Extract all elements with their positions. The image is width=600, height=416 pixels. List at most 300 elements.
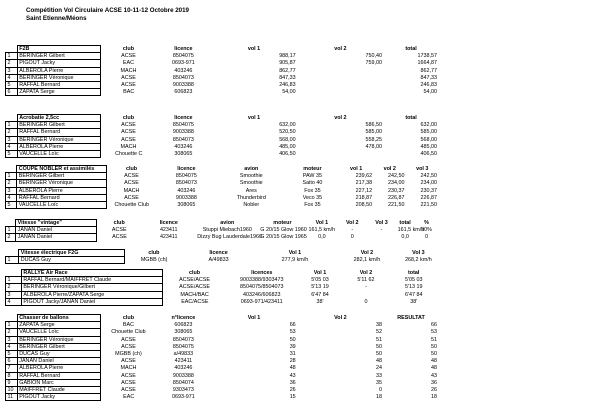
value-cell: 18 <box>431 394 437 401</box>
column-header: club <box>148 250 160 256</box>
value-cell: 606823 <box>174 89 193 96</box>
value-cell: ACSE <box>121 82 136 89</box>
column-header: licence <box>174 46 193 52</box>
rank-cell: 1 <box>6 257 19 264</box>
header-blank-cell <box>6 46 18 53</box>
value-cell: 9003388/9303473 <box>239 277 284 284</box>
value-cell: Chouette Club <box>114 202 149 209</box>
rank-cell: 1 <box>6 53 18 60</box>
value-cell <box>297 82 383 89</box>
column-header: Vol 3 <box>412 250 425 256</box>
value-cell: 0693-971 <box>172 60 195 67</box>
value-cell: 51 <box>376 336 383 343</box>
value-cell: 50 <box>431 343 437 350</box>
value-cell: ACSE <box>121 372 136 379</box>
value-cell: 246,83 <box>420 82 437 89</box>
competitor-cell: ZAPATA Serge <box>17 89 101 96</box>
value-cell: 403246 <box>174 143 193 150</box>
value-cell: 8504075/8504073 <box>239 284 284 291</box>
rank-cell: 4 <box>6 194 17 201</box>
column-header: total <box>399 220 411 226</box>
competitor-cell: RAFFAL Bernard <box>17 194 107 201</box>
value-cell: 6'47 84 <box>404 291 423 298</box>
value-cell: 54,00 <box>423 89 437 96</box>
value-cell: 0693-971/423411 <box>240 298 283 305</box>
value-cell: 0 <box>350 234 354 241</box>
table-row <box>6 82 439 89</box>
value-cell: 230,37 <box>388 187 405 194</box>
value-cell: Chouette C <box>115 151 143 158</box>
table-row <box>6 202 439 209</box>
value-cell: a/49833 <box>173 351 194 358</box>
column-header: club <box>122 315 134 321</box>
value-cell: 558,25 <box>365 136 383 143</box>
table-header-row <box>6 46 439 53</box>
value-cell: 48 <box>431 365 437 372</box>
results-table-ballons <box>5 314 439 401</box>
value-cell: ACSE/ACSE <box>179 277 210 284</box>
column-header: licences <box>251 270 273 276</box>
value-cell: - <box>351 227 354 234</box>
competitor-cell: BERINGER Véronique <box>17 180 107 187</box>
value-cell: 24 <box>376 365 383 372</box>
competitor-cell: BERINGER Gilbert <box>17 53 101 60</box>
value-cell: 38' <box>410 298 418 305</box>
competitor-cell: ZAPATA Serge <box>17 322 101 329</box>
column-header: licence <box>209 250 228 256</box>
value-cell: 0,0 <box>401 234 409 241</box>
value-cell: ACSE <box>121 358 136 365</box>
rank-cell: 5 <box>6 151 18 158</box>
competitor-cell: BERINGER Véronique <box>17 136 101 143</box>
value-cell: - <box>380 227 383 234</box>
value-cell: ACSE <box>124 194 139 201</box>
section-title: COUPE NOBLER et assimilés <box>17 166 107 173</box>
competitor-cell: ALBEROLA Pierre <box>17 143 101 150</box>
column-header: licence <box>177 166 196 172</box>
value-cell: 15 <box>289 394 296 401</box>
results-table-rallye <box>5 269 439 306</box>
value-cell: 8504073 <box>172 136 194 143</box>
value-cell: A/49833 <box>208 257 229 264</box>
value-cell: 208,50 <box>355 202 373 209</box>
table-row <box>6 394 439 401</box>
table-row <box>6 343 439 350</box>
value-cell: 221,50 <box>420 202 437 209</box>
value-cell: 226,87 <box>420 194 437 201</box>
value-cell: ACSE <box>121 343 136 350</box>
value-cell: 585,00 <box>420 129 437 136</box>
rank-cell: 5 <box>6 351 18 358</box>
column-header: % <box>424 220 429 226</box>
competitor-cell: VAUCELLE Loïc <box>17 151 101 158</box>
table-row <box>6 372 439 379</box>
value-cell: 862,77 <box>420 67 437 74</box>
value-cell: 38 <box>376 322 383 329</box>
table-row <box>6 358 439 365</box>
competitor-cell: RAFFAL Bernard <box>17 372 101 379</box>
competitor-cell: RAFFAL Bernard <box>17 82 101 89</box>
column-header: avion <box>244 166 259 172</box>
rank-cell: 7 <box>6 365 18 372</box>
table-row <box>6 143 439 150</box>
table-row <box>6 74 439 81</box>
value-cell: 568,00 <box>279 136 296 143</box>
value-cell: 0 <box>425 234 429 241</box>
value-cell: MACH/BAC <box>180 291 209 298</box>
table-row <box>6 257 440 264</box>
value-cell <box>343 291 389 298</box>
value-cell: BAC <box>122 322 134 329</box>
column-header: vol 1 <box>247 46 261 52</box>
table-header-row <box>6 270 439 277</box>
competitor-cell: BERINGER Gilbert <box>17 343 101 350</box>
competitor-cell: ALBEROLA Pierre <box>17 67 101 74</box>
rank-cell: 2 <box>6 234 16 241</box>
value-cell: 282,1 km/h <box>353 257 381 264</box>
value-cell: 53 <box>431 329 437 336</box>
value-cell: 403246 <box>174 365 193 372</box>
table-row <box>6 277 439 284</box>
value-cell: 1664,87 <box>417 60 437 67</box>
section-title: Acrobatie 2,5cc <box>17 115 101 122</box>
value-cell: 66 <box>289 322 296 329</box>
rank-cell: 4 <box>6 298 22 305</box>
value-cell: Thunderbird <box>236 194 266 201</box>
section-title: Vitesse électrique F2G <box>19 250 125 257</box>
value-cell: 234,00 <box>420 180 437 187</box>
table-row <box>6 180 439 187</box>
value-cell: 632,00 <box>279 122 296 129</box>
rank-cell: 1 <box>6 322 18 329</box>
value-cell: EAC <box>123 394 135 401</box>
competitor-cell: MAIFFRET Claude <box>17 387 101 394</box>
column-header: club <box>122 46 134 52</box>
value-cell: 277,9 km/h <box>281 257 309 264</box>
column-header: RESULTAT <box>397 315 425 321</box>
value-cell: 90% <box>421 227 432 234</box>
section-title: F2B <box>17 46 101 53</box>
competitor-cell: JANAN Daniel <box>17 358 101 365</box>
rank-cell: 3 <box>6 187 17 194</box>
table-row <box>6 336 439 343</box>
value-cell: 406,50 <box>420 151 437 158</box>
value-cell: 862,77 <box>279 67 296 74</box>
value-cell: 48 <box>289 365 296 372</box>
value-cell: 48 <box>376 358 383 365</box>
value-cell: 9003388 <box>172 82 194 89</box>
value-cell: 50 <box>431 351 437 358</box>
section-title: RALLYE Air Race <box>21 270 162 277</box>
table-row <box>6 379 439 386</box>
competitor-cell: BERINGER Gilbert <box>17 122 101 129</box>
rank-cell: 10 <box>6 387 18 394</box>
table-row <box>6 122 439 129</box>
value-cell: EAC/ACSE <box>181 298 209 305</box>
value-cell: 66 <box>431 322 437 329</box>
column-header: Vol 2 <box>360 250 374 256</box>
table-row <box>6 298 439 305</box>
value-cell: 218,87 <box>355 194 373 201</box>
value-cell: 9003388 <box>172 372 194 379</box>
value-cell: 485,00 <box>420 143 437 150</box>
competitor-cell: JANAN Daniel <box>16 227 97 234</box>
table-row <box>6 351 439 358</box>
results-table-f2g <box>5 249 439 264</box>
rank-cell: 2 <box>6 284 22 291</box>
value-cell <box>297 89 383 96</box>
value-cell: 50 <box>376 343 383 350</box>
value-cell <box>297 67 383 74</box>
value-cell: PAW 35 <box>302 173 323 180</box>
value-cell: ACSE <box>111 227 127 234</box>
value-cell: 52 <box>376 329 383 336</box>
table-row <box>6 234 440 241</box>
header-blank-cell <box>6 270 22 277</box>
value-cell: 308065 <box>174 151 193 158</box>
value-cell: ACSE <box>121 129 136 136</box>
competitor-cell: RAFFAL Bernard/MAIFFRET Claude <box>21 277 162 284</box>
value-cell: ACSE <box>121 53 136 60</box>
value-cell: 161,5 km/h <box>308 227 336 234</box>
competitor-cell: GABION Marc <box>17 379 101 386</box>
value-cell: Fox 35 <box>304 202 321 209</box>
rank-cell: 2 <box>6 329 18 336</box>
value-cell: 234,00 <box>388 180 405 187</box>
table-row <box>6 129 439 136</box>
column-header: Vol 3 <box>375 220 388 226</box>
value-cell: 53 <box>289 329 296 336</box>
value-cell: Veco 35 <box>302 194 323 201</box>
column-header: Vol 2 <box>345 220 359 226</box>
value-cell: MGBB (ch) <box>140 257 168 264</box>
value-cell: 39 <box>289 343 296 350</box>
table-row <box>6 89 439 96</box>
competitor-cell: BERINGER Véronique <box>17 336 101 343</box>
rank-cell: 2 <box>6 180 17 187</box>
column-header: vol 1 <box>247 115 261 121</box>
value-cell: 8504073 <box>175 180 197 187</box>
column-header: vol 2 <box>334 46 347 52</box>
value-cell: 8504075 <box>172 53 194 60</box>
column-header: Vol 2 <box>334 315 347 321</box>
section-title: Vitesse "vintage" <box>16 220 97 227</box>
results-table-acrobatie <box>5 114 439 158</box>
competitor-cell: DUCAS Guy <box>19 257 125 264</box>
value-cell: Chouette Club <box>111 329 146 336</box>
value-cell: 750,40 <box>365 53 383 60</box>
value-cell: 230,37 <box>420 187 437 194</box>
value-cell: 9303473 <box>172 387 194 394</box>
column-header: club <box>122 115 134 121</box>
value-cell: 308065 <box>174 329 193 336</box>
competitor-cell: PIGOUT Jacky <box>17 394 101 401</box>
column-header: total <box>405 115 417 121</box>
header-blank-cell <box>6 115 18 122</box>
competitor-cell: ALBEROLA Pierre <box>17 187 107 194</box>
value-cell: Dizzy Bug Lauderdale1960 <box>197 234 262 241</box>
value-cell: 36 <box>289 379 296 386</box>
column-header: Vol 2 <box>359 270 373 276</box>
value-cell: 847,33 <box>420 74 437 81</box>
value-cell: 36 <box>431 379 437 386</box>
value-cell: 403246/606823 <box>242 291 281 298</box>
value-cell <box>367 234 396 241</box>
competitor-cell: PIGOUT Jacky <box>17 60 101 67</box>
value-cell: 478,00 <box>365 143 383 150</box>
value-cell: 5'05 03 <box>311 277 329 284</box>
value-cell: ACSE <box>121 74 136 81</box>
rank-cell: 6 <box>6 358 18 365</box>
column-header: club <box>113 220 125 226</box>
value-cell: ACSE <box>124 180 139 187</box>
value-cell: ACSE <box>124 173 139 180</box>
rank-cell: 2 <box>6 60 18 67</box>
table-row <box>6 284 439 291</box>
value-cell: 8504074 <box>172 379 194 386</box>
column-header: club <box>189 270 201 276</box>
value-cell: 423411 <box>159 227 178 234</box>
header-blank-cell <box>6 220 16 227</box>
value-cell: 226,87 <box>388 194 405 201</box>
header-blank-cell <box>6 166 17 173</box>
column-header: Vol 1 <box>313 270 327 276</box>
value-cell: 217,38 <box>355 180 373 187</box>
value-cell: 1738,57 <box>417 53 437 60</box>
table-header-row <box>6 115 439 122</box>
value-cell: 988,17 <box>279 53 296 60</box>
table-header-row <box>6 315 439 322</box>
column-header: Vol 1 <box>288 250 302 256</box>
column-header: Vol 1 <box>247 315 261 321</box>
rank-cell: 4 <box>6 143 18 150</box>
competitor-cell: RAFFAL Bernard <box>17 129 101 136</box>
column-header: avion <box>220 220 235 226</box>
value-cell: 423411 <box>159 234 178 241</box>
value-cell: 5'13 19 <box>311 284 329 291</box>
value-cell: MACH <box>120 143 137 150</box>
rank-cell: 1 <box>6 122 18 129</box>
results-table-vintage <box>5 219 439 242</box>
rank-cell: 4 <box>6 343 18 350</box>
competitor-cell: VAUCELLE Loïc <box>17 329 101 336</box>
value-cell: 9003388 <box>175 194 197 201</box>
table-header-row <box>6 220 440 227</box>
table-header-row <box>6 166 439 173</box>
value-cell: 485,00 <box>279 143 296 150</box>
table-row <box>6 291 439 298</box>
column-header: vol 2 <box>383 166 396 172</box>
value-cell: 9003388 <box>172 129 194 136</box>
value-cell: 8504075 <box>172 343 194 350</box>
value-cell: 0 <box>364 298 368 305</box>
value-cell: 308065 <box>177 202 196 209</box>
value-cell: 239,62 <box>355 173 373 180</box>
rank-cell: 8 <box>6 372 18 379</box>
table-row <box>6 187 439 194</box>
value-cell: 568,00 <box>420 136 437 143</box>
value-cell: 403246 <box>174 67 193 74</box>
value-cell: 268,2 km/h <box>405 257 432 264</box>
rank-cell: 5 <box>6 202 17 209</box>
page-title: Compétition Vol Circulaire ACSE 10-11-12 Octobre 2019 <box>26 7 189 14</box>
value-cell: 0,0 <box>318 234 326 241</box>
table-row <box>6 173 439 180</box>
column-header: Vol 1 <box>315 220 329 226</box>
value-cell: 227,12 <box>355 187 373 194</box>
competitor-cell: PIGOUT Jacky/JANAN Daniel <box>21 298 162 305</box>
table-row <box>6 322 439 329</box>
value-cell: 847,33 <box>279 74 296 81</box>
value-cell: 423411 <box>174 358 193 365</box>
value-cell: MGBB (ch) <box>115 351 142 358</box>
rank-cell: 11 <box>6 394 18 401</box>
value-cell: ACSE <box>121 387 136 394</box>
header-blank-cell <box>6 315 18 322</box>
value-cell: 0 <box>379 387 383 394</box>
column-header: n°licence <box>171 315 196 321</box>
rank-cell: 1 <box>6 227 16 234</box>
competitor-cell: DUCAS Guy <box>17 351 101 358</box>
column-header: vol 3 <box>416 166 429 172</box>
rank-cell: 1 <box>6 277 22 284</box>
value-cell: ACSE/ACSE <box>179 284 210 291</box>
value-cell: 246,83 <box>279 82 296 89</box>
column-header: licence <box>159 220 178 226</box>
value-cell: MACH <box>120 67 137 74</box>
competitor-cell: BERINGER Gilbert <box>17 173 107 180</box>
value-cell: 43 <box>289 372 296 379</box>
table-row <box>6 53 439 60</box>
rank-cell: 9 <box>6 379 18 386</box>
column-header: moteur <box>303 166 322 172</box>
value-cell: 33 <box>376 372 383 379</box>
value-cell: 43 <box>431 372 437 379</box>
column-header: vol 2 <box>334 115 347 121</box>
column-header: licence <box>174 115 193 121</box>
value-cell: Nobler <box>243 202 260 209</box>
value-cell: 606823 <box>174 322 193 329</box>
header-blank-cell <box>6 250 19 257</box>
value-cell: 48 <box>431 358 437 365</box>
competitor-cell: BERINGER Véronique <box>17 74 101 81</box>
value-cell: 5'05 03 <box>404 277 423 284</box>
column-header: moteur <box>273 220 292 226</box>
rank-cell: 3 <box>6 136 18 143</box>
rank-cell: 4 <box>6 74 18 81</box>
table-row <box>6 136 439 143</box>
column-header: total <box>408 270 420 276</box>
value-cell: MACH <box>123 187 140 194</box>
table-row <box>6 365 439 372</box>
value-cell: Fox 35 <box>304 187 321 194</box>
value-cell: ACSE <box>121 379 136 386</box>
table-row <box>6 227 440 234</box>
value-cell: MACH <box>120 365 137 372</box>
value-cell: 403246 <box>177 187 196 194</box>
value-cell: 242,50 <box>420 173 437 180</box>
value-cell: 5'11 62 <box>357 277 375 284</box>
competitor-cell: ALBEROLA Pierre/ZAPATA Serge <box>21 291 162 298</box>
value-cell: 51 <box>431 336 437 343</box>
value-cell: 50 <box>376 351 383 358</box>
value-cell <box>297 151 383 158</box>
value-cell: Smoothie <box>239 173 263 180</box>
value-cell: 221,50 <box>388 202 405 209</box>
page-location: Saint Etienne/Méons <box>26 15 87 22</box>
value-cell: EAC <box>122 60 134 67</box>
competitor-cell: VAUCELLE Loïc <box>17 202 107 209</box>
